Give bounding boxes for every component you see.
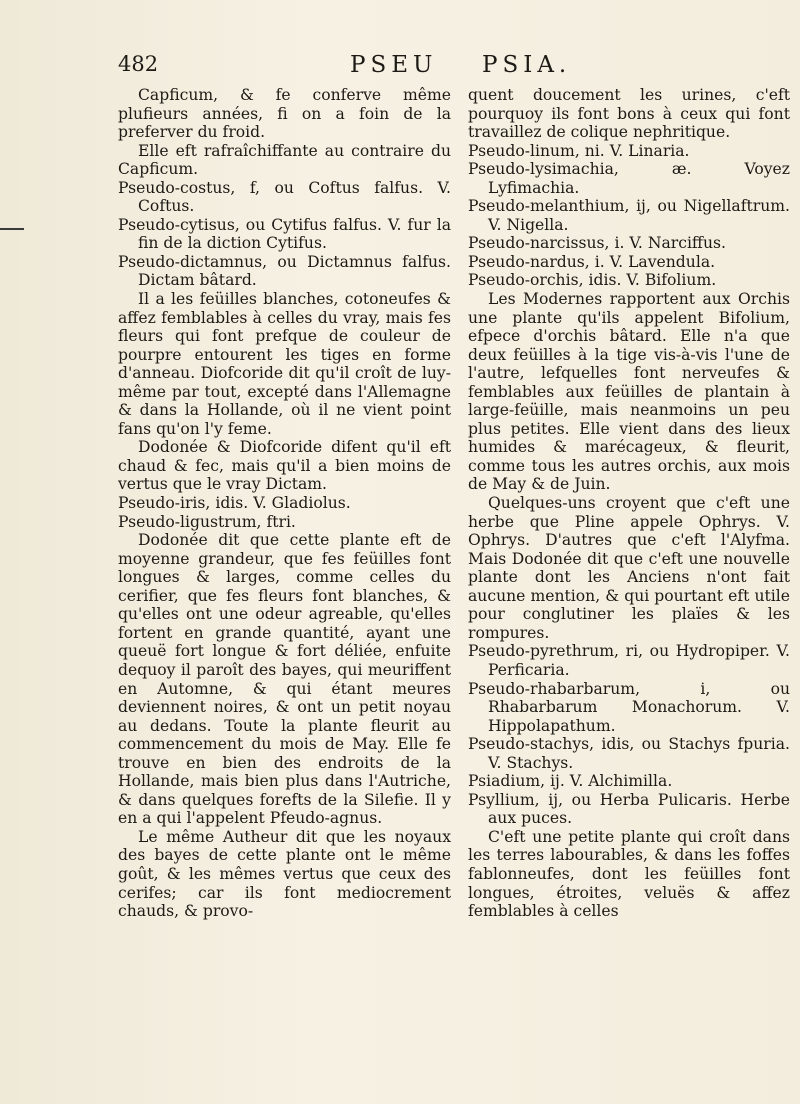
dictionary-entry: Pseudo-stachys, idis, ou Stachys fpuria. V. Stachys. [468,735,790,772]
dictionary-entry: Pseudo-nardus, i. V. Lavendula. [468,252,716,271]
paragraph: Capficum, & fe conferve même plufieurs années, fi on a foin de la preferver du froid. [118,86,451,142]
paragraph: Quelques-uns croyent que c'eft une herbe que Pline appele Ophrys. V. Ophrys. D'autres que c'eft l'Alyfma. Mais Dodonée dit que c'eft une nouvelle plante dont les Anciens n'ont fait aucune mention, & qui pourtant eft utile pour conglutiner les plaïes & les rompures. [468,494,790,642]
dictionary-entry: Pseudo-ligustrum, ftri. [118,512,296,531]
dictionary-entry: Pseudo-iris, idis. V. Gladiolus. [118,494,351,513]
paragraph: Dodonée dit que cette plante eft de moyenne grandeur, que fes feüilles font longues & larges, comme celles du cerifier, que fes fleurs font blanches, & qu'elles ont une odeur agreable, qu'elles fortent en grande quantité, ayant une queuë fort longue & fort déliée, enfuite dequoy il paroît des bayes, qui meuriffent en Automne, & qui étant meures deviennent noires, & ont un petit noyau au dedans. Toute la plante fleurit au commencement du mois de May. Elle fe trouve en bien des endroits de la Hollande, mais bien plus dans l'Autriche, & dans quelques forefts de la Silefie. Il y en a qui l'appelent Pfeudo-agnus. [118,531,451,828]
page-header [118,52,768,86]
left-column [118,86,451,921]
dictionary-entry: Pseudo-dictamnus, ou Dictamnus falfus. Dictam bâtard. [118,252,451,290]
dictionary-entry: Pseudo-rhabarbarum, i, ou Rhabarbarum Monachorum. V. Hippolapathum. [468,679,790,735]
paragraph: C'eft une petite plante qui croît dans les terres labourables, & dans les foffes fablonneufes, dont les feüilles font longues, étroites, veluës & affez femblables à celles [468,827,790,921]
paragraph: Elle eft rafraîchiffante au contraire du Capficum. [118,141,451,179]
dictionary-entry: Pseudo-costus, f, ou Coftus falfus. V. Coftus. [118,178,451,216]
dictionary-entry: Pseudo-lysimachia, æ. Voyez Lyfimachia. [468,160,790,197]
dictionary-entry: Psiadium, ij. V. Alchimilla. [468,772,673,791]
paragraph: Le même Autheur dit que les noyaux des bayes de cette plante ont le même goût, & les mêmes vertus que ceux des cerifes; car ils font mediocrement chauds, & provo- [118,827,451,921]
dictionary-entry: Pseudo-narcissus, i. V. Narciffus. [468,234,727,253]
dictionary-entry: Pseudo-melanthium, ij, ou Nigellaftrum. V. Nigella. [468,197,790,234]
dictionary-entry: Pseudo-orchis, idis. V. Bifolium. [468,271,717,290]
paragraph: quent doucement les urines, c'eft pourquoy ils font bons à ceux qui font travaillez de colique nephritique. [468,86,790,142]
paragraph: Les Modernes rapportent aux Orchis une plante qu'ils appelent Bifolium, efpece d'orchis bâtard. Elle n'a que deux feüilles à la tige vis-à-vis l'une de l'autre, lefquelles font nerveufes & femblables aux feüilles de plantain à large-feüille, mais neanmoins un peu plus petites. Elle vient dans des lieux humides & marécageux, & fleurit, comme tous les autres orchis, aux mois de May & de Juin. [468,290,790,494]
dictionary-entry: Pseudo-pyrethrum, ri, ou Hydropiper. V. Perficaria. [468,642,790,679]
paragraph: Il a les feüilles blanches, cotoneufes & affez femblables à celles du vray, mais fes fleurs qui font prefque de couleur de pourpre entourent les tiges en forme d'anneau. Diofcoride dit qu'il croît de luy-même par tout, excepté dans l'Allemagne & dans la Hollande, où il ne vient point fans qu'on l'y feme. [118,290,451,438]
dictionary-entry: Pseudo-cytisus, ou Cytifus falfus. V. fur la fin de la diction Cytifus. [118,215,451,253]
margin-mark [0,228,24,230]
dictionary-entry: Pseudo-linum, ni. V. Linaria. [468,141,690,160]
running-head-left: PSEU [350,52,438,78]
running-head-right: PSIA. [482,52,572,78]
right-column [468,86,790,921]
paragraph: Dodonée & Diofcoride difent qu'il eft chaud & fec, mais qu'il a bien moins de vertus que le vray Dictam. [118,438,451,494]
page-number: 482 [118,52,159,76]
dictionary-entry: Psyllium, ij, ou Herba Pulicaris. Herbe aux puces. [468,790,790,828]
